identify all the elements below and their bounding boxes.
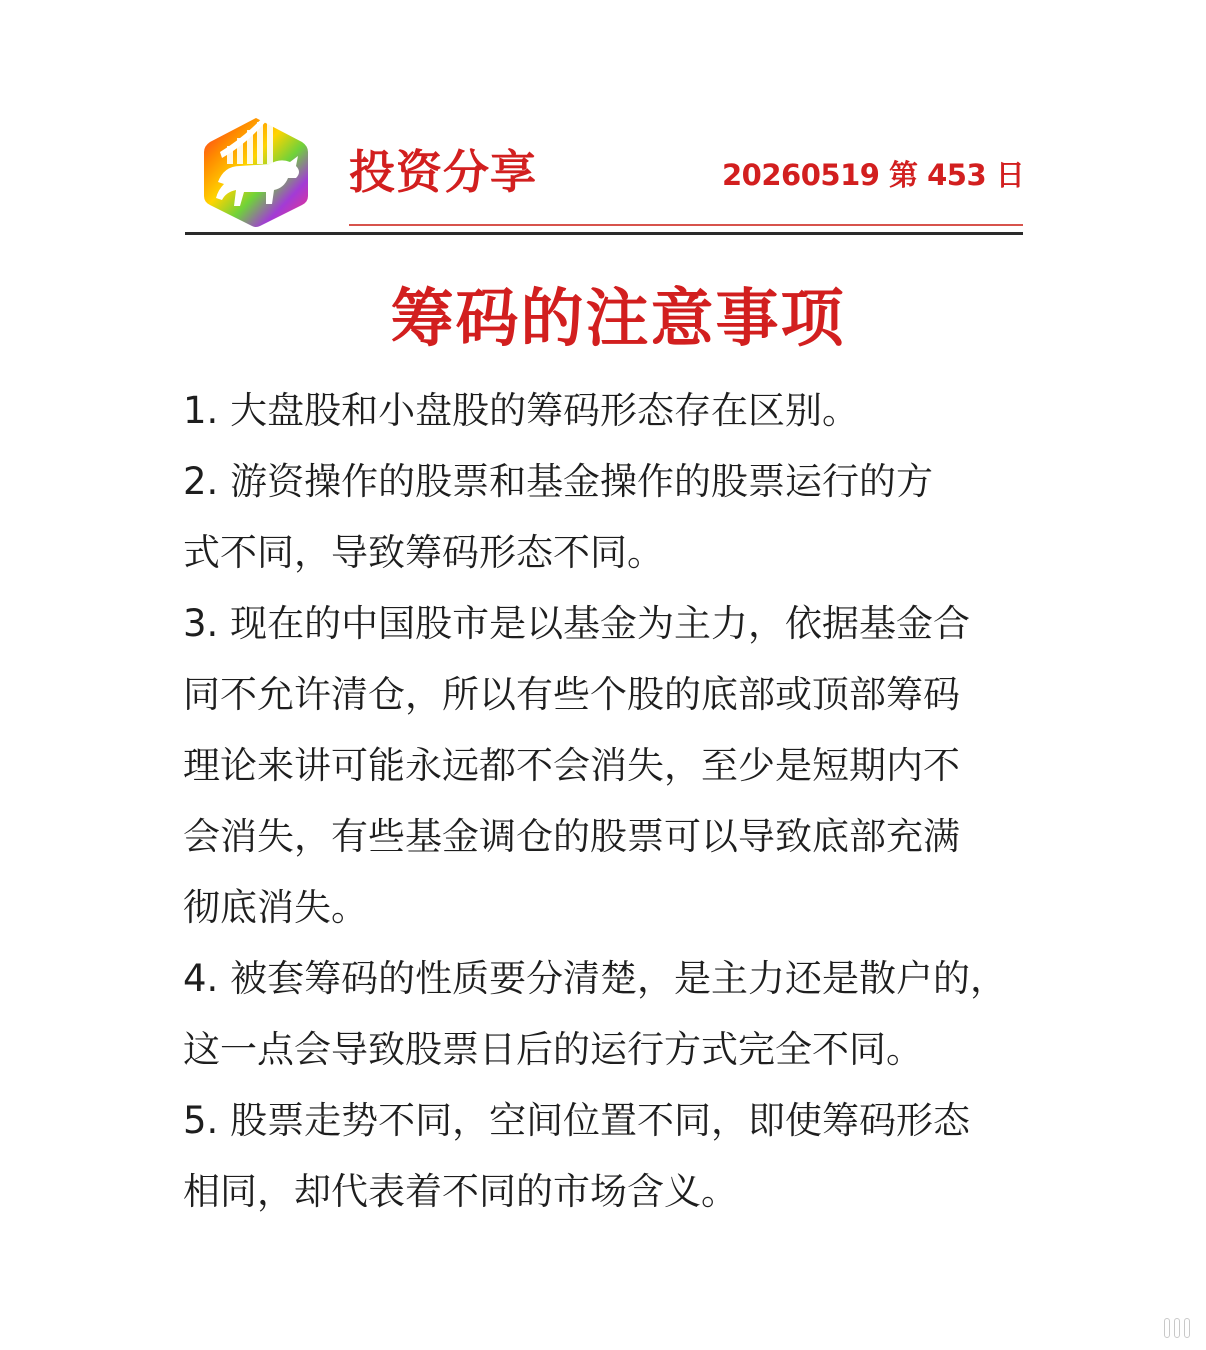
body-line-8: 彻底消失。	[183, 886, 368, 929]
brand-name: 投资分享	[349, 145, 537, 199]
header-divider-red	[349, 224, 1023, 226]
body-line-12: 相同，却代表着不同的市场含义。	[183, 1170, 738, 1213]
header-divider-dark	[185, 232, 1023, 235]
body-line-3: 式不同，导致筹码形态不同。	[183, 531, 664, 574]
body-line-4: 3. 现在的中国股市是以基金为主力，依据基金合	[183, 602, 971, 645]
body-line-6: 理论来讲可能永远都不会消失，至少是短期内不	[183, 744, 960, 787]
body-line-10: 这一点会导致股票日后的运行方式完全不同。	[183, 1028, 923, 1071]
page-title: 筹码的注意事项	[390, 282, 846, 355]
body-line-1: 1. 大盘股和小盘股的筹码形态存在区别。	[183, 389, 860, 432]
body-line-2: 2. 游资操作的股票和基金操作的股票运行的方	[183, 460, 934, 503]
body-line-7: 会消失，有些基金调仓的股票可以导致底部充满	[183, 815, 960, 858]
body-line-5: 同不允许清仓，所以有些个股的底部或顶部筹码	[183, 673, 960, 716]
watermark-icon	[1164, 1318, 1190, 1338]
body-line-9: 4. 被套筹码的性质要分清楚，是主力还是散户的，	[183, 957, 1008, 1000]
date-line: 20260519 第 453 日	[722, 158, 1025, 192]
bull-chart-logo-icon	[200, 92, 312, 228]
body-line-11: 5. 股票走势不同，空间位置不同，即使筹码形态	[183, 1099, 971, 1142]
